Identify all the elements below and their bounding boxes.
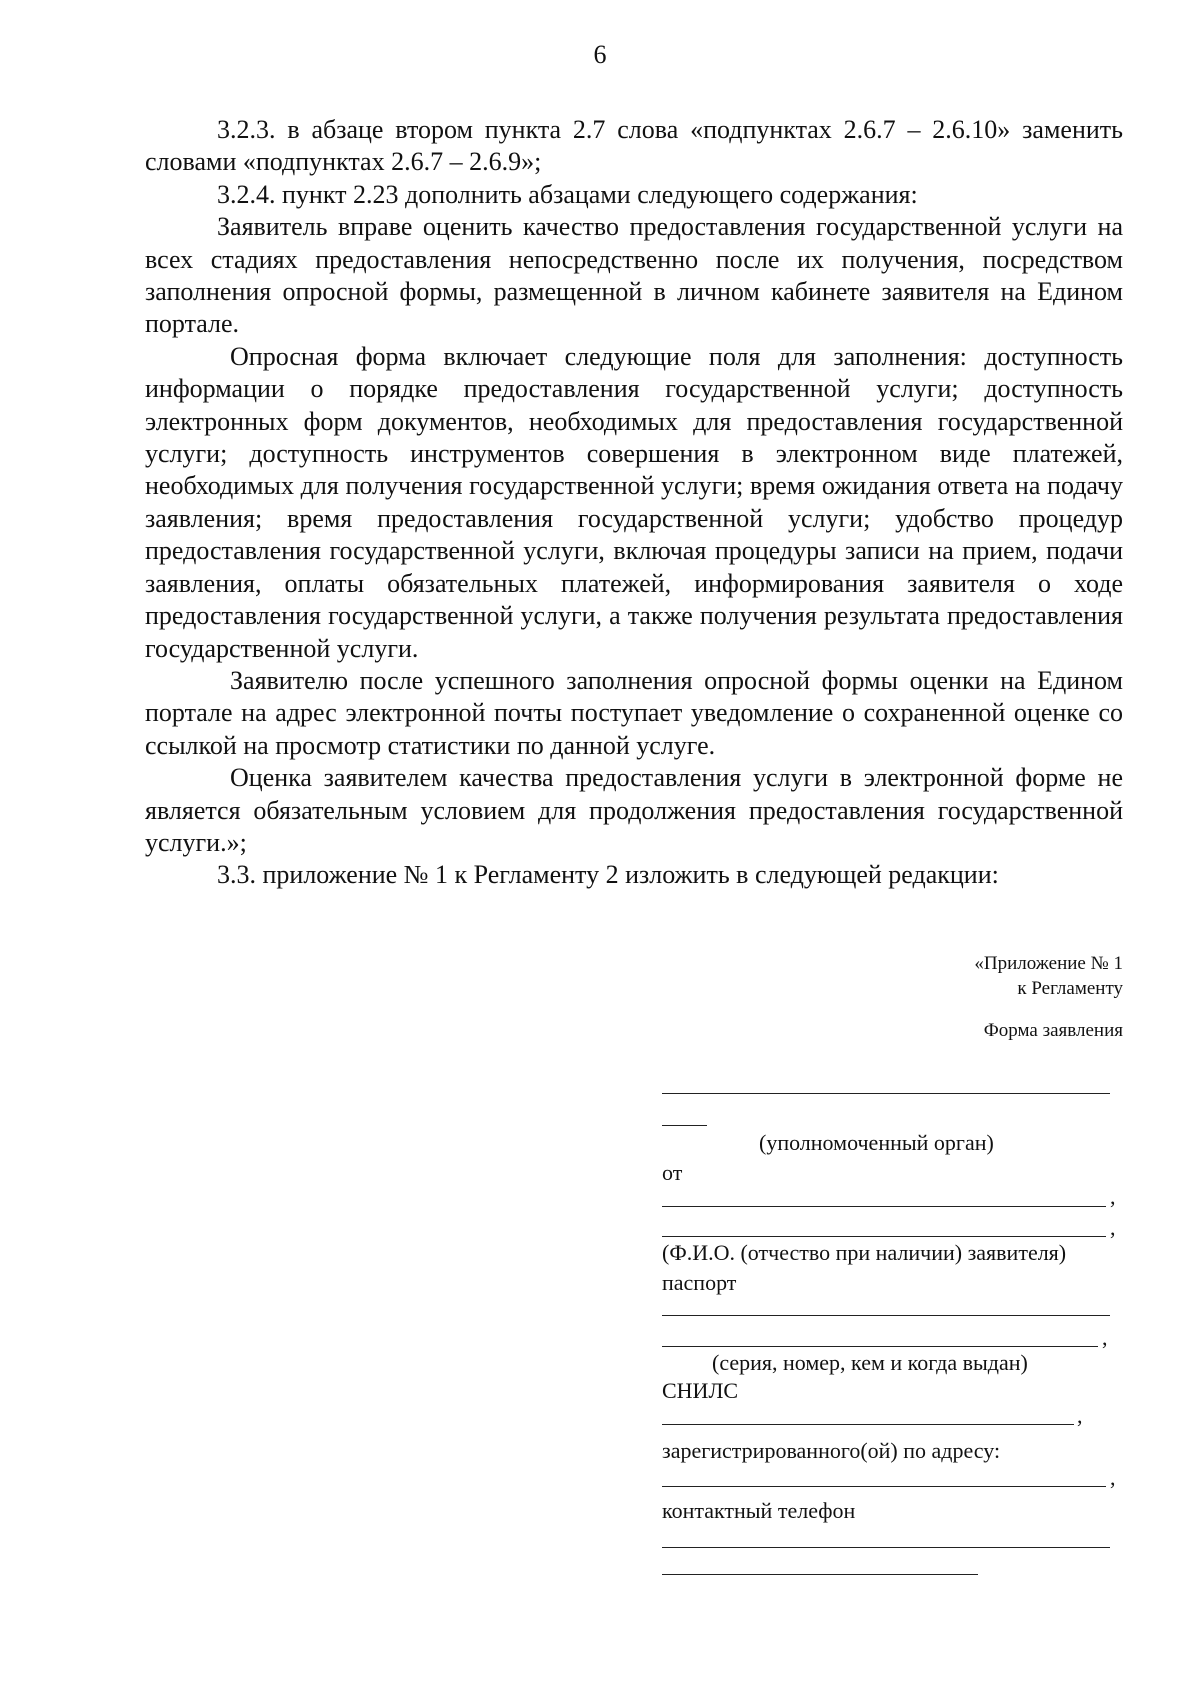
- address-label: зарегистрированного(ой) по адресу:: [662, 1438, 1001, 1463]
- paragraph-evaluation: Оценка заявителем качества предоставления услуги в электронной форме не является обязательным условием для продолжения предоставления государственной услуги.»;: [145, 763, 1123, 857]
- paragraph-3-2-4: 3.2.4. пункт 2.23 дополнить абзацами следующего содержания:: [217, 179, 918, 209]
- authority-line-1[interactable]: [662, 1093, 1110, 1094]
- snils-label: СНИЛС: [662, 1378, 739, 1403]
- from-label: от: [662, 1160, 683, 1185]
- comma: ,: [1110, 1215, 1116, 1240]
- phone-line-1[interactable]: [662, 1547, 1110, 1548]
- paragraph-3-2-3: 3.2.3. в абзаце втором пункта 2.7 слова «подпунктах 2.6.7 – 2.6.10» заменить словами «подпунктах 2.6.7 – 2.6.9»;: [145, 115, 1123, 177]
- paragraph-notification: Заявителю после успешного заполнения опросной формы оценки на Едином портале на адрес электронной почты поступает уведомление о сохраненной оценке со ссылкой на просмотр статистики по данной услуге.: [145, 665, 1123, 760]
- phone-line-2[interactable]: [662, 1574, 978, 1575]
- fio-label: (Ф.И.О. (отчество при наличии) заявителя): [662, 1240, 1067, 1265]
- passport-line-1[interactable]: [662, 1315, 1110, 1316]
- comma: ,: [1110, 1465, 1116, 1490]
- applicant-line-2[interactable]: [662, 1236, 1106, 1237]
- authority-label: (уполномоченный орган): [759, 1130, 994, 1155]
- applicant-line-1[interactable]: [662, 1206, 1106, 1207]
- form-title: Форма заявления: [983, 1020, 1123, 1041]
- phone-label: контактный телефон: [662, 1498, 856, 1523]
- passport-label: паспорт: [662, 1270, 737, 1295]
- appendix-line-1: «Приложение № 1: [974, 953, 1123, 974]
- address-line[interactable]: [662, 1486, 1106, 1487]
- passport-line-2[interactable]: [662, 1346, 1098, 1347]
- body-text: [145, 114, 1123, 892]
- page-number: 6: [593, 40, 607, 69]
- passport-details-label: (серия, номер, кем и когда выдан): [712, 1350, 1028, 1375]
- paragraph-survey-form: Опросная форма включает следующие поля для заполнения: доступность информации о порядке предоставления государственной услуги; доступность электронных форм документов, необходимых для предоставления государственной услуги; доступность инструментов совершения в электронном виде платежей, необходимых для получения государственной услуги; время ожидания ответа на подачу заявления; время предоставления государственной услуги; удобство процедур предоставления государственной услуги, включая процедуры записи на прием, подачи заявления, оплаты обязательных платежей, информирования заявителя о ходе предоставления государственной услуги, а также получения результата предоставления государственной услуги.: [145, 341, 1123, 663]
- comma: ,: [1102, 1325, 1108, 1350]
- comma: ,: [1077, 1403, 1083, 1428]
- snils-line[interactable]: [662, 1424, 1074, 1425]
- appendix-line-2: к Регламенту: [1017, 978, 1123, 999]
- authority-line-2[interactable]: [662, 1125, 707, 1126]
- appendix-header: [974, 951, 1123, 1001]
- comma: ,: [1110, 1184, 1116, 1209]
- paragraph-applicant-rights: Заявитель вправе оценить качество предоставления государственной услуги на всех стадиях предоставления непосредственно после их получения, посредством заполнения опросной формы, размещенной в личном кабинете заявителя на Едином портале.: [145, 212, 1123, 339]
- paragraph-3-3: 3.3. приложение № 1 к Регламенту 2 изложить в следующей редакции:: [217, 860, 999, 890]
